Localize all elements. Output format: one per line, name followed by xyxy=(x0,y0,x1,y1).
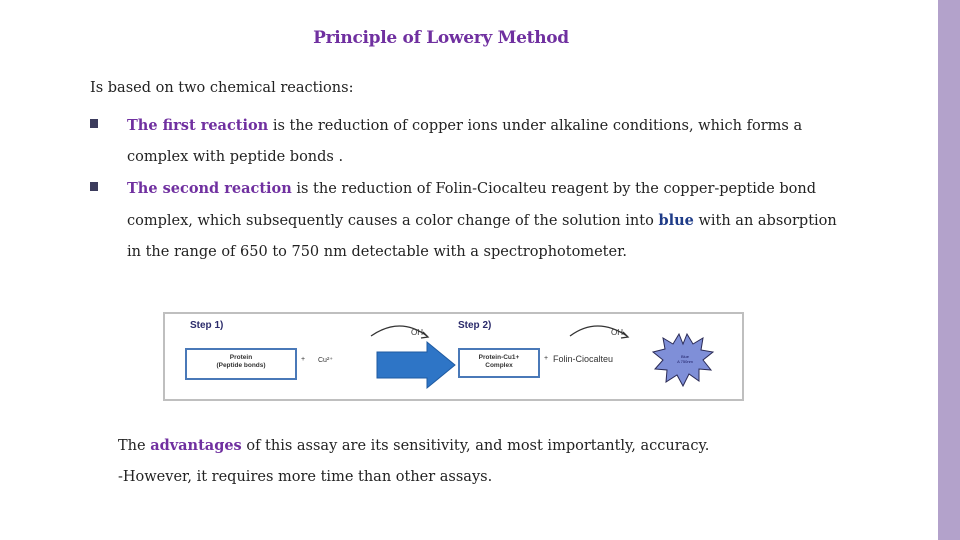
advantages-prefix: The xyxy=(118,438,151,454)
second-reaction-text-before: is the reduction of Folin-Ciocalteu reagent by the copper-peptide bond complex, which subsequently causes a color change of the solution into xyxy=(127,181,816,229)
advantages-suffix: of this assay are its sensitivity, and most importantly, accuracy. xyxy=(241,438,710,454)
advantages-text xyxy=(118,430,709,493)
product-line1: Blue xyxy=(680,354,689,359)
oh-label-1: OH xyxy=(411,328,423,337)
slide-title: Principle of Lowery Method xyxy=(313,28,569,48)
blue-word: blue xyxy=(658,212,694,229)
oh-label-2: OH xyxy=(611,328,623,337)
second-reaction-label: The second reaction xyxy=(127,180,292,197)
protein-box-line2: (Peptide bonds) xyxy=(216,362,266,369)
copper-ion-label: Cu²⁺ xyxy=(318,357,333,364)
plus-sign-2: + xyxy=(544,355,549,362)
advantages-line-1 xyxy=(118,430,709,462)
advantages-highlight: advantages xyxy=(150,437,242,454)
step-1-label: Step 1) xyxy=(190,320,224,331)
protein-box-line1: Protein xyxy=(229,354,253,361)
product-label xyxy=(667,354,703,364)
bullet-item-first-reaction xyxy=(90,110,850,173)
second-reaction-text-after: with an absorption in the range of 650 to 750 nm detectable with a spectrophotometer. xyxy=(127,213,837,260)
side-accent-bar xyxy=(938,0,960,540)
folin-reagent-label: Folin-Ciocalteu xyxy=(553,354,614,364)
reaction-arrow-icon xyxy=(377,342,455,388)
first-reaction-text: is the reduction of copper ions under alkaline conditions, which forms a complex with peptide bonds . xyxy=(127,118,803,165)
square-bullet-icon xyxy=(90,119,98,128)
reaction-diagram xyxy=(163,312,744,401)
advantages-line-2: -However, it requires more time than other assays. xyxy=(118,469,493,485)
bullet-list xyxy=(90,110,850,268)
square-bullet-icon xyxy=(90,182,98,191)
bullet-item-second-reaction xyxy=(90,173,850,268)
product-line2: A 750nm xyxy=(677,359,693,364)
step-2-label: Step 2) xyxy=(458,320,492,331)
complex-box xyxy=(458,348,540,378)
complex-box-line2: Complex xyxy=(485,362,513,369)
protein-box xyxy=(185,348,297,380)
intro-text: Is based on two chemical reactions: xyxy=(90,80,354,96)
first-reaction-label: The first reaction xyxy=(127,117,269,134)
plus-sign-1: + xyxy=(301,356,306,363)
complex-box-line1: Protein-Cu1+ xyxy=(478,354,520,361)
